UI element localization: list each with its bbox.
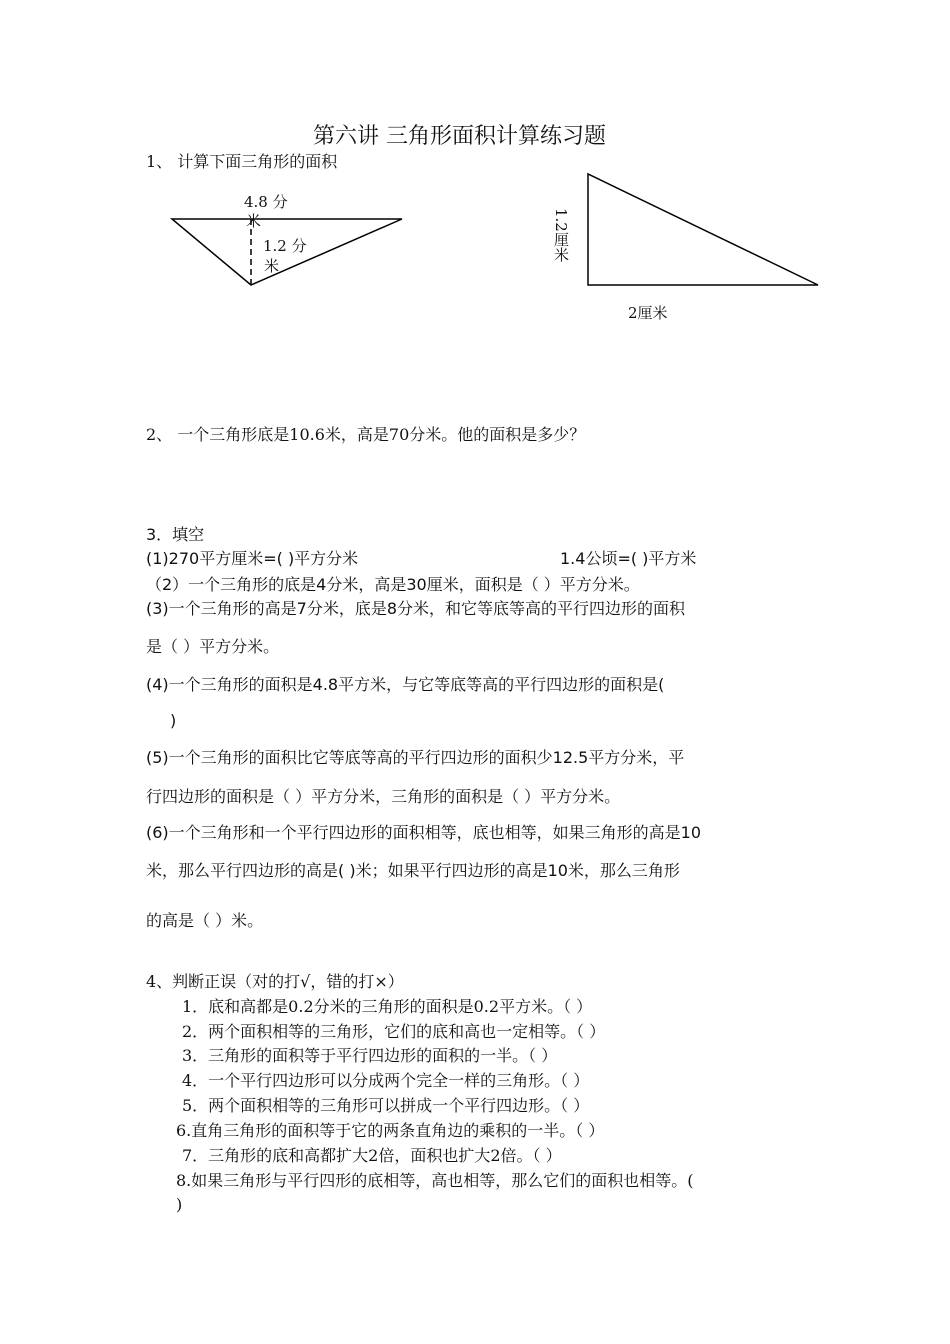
q4-item-4: 4．一个平行四边形可以分成两个完全一样的三角形。（ ） [182, 1071, 590, 1090]
q4-item-2: 2．两个面积相等的三角形，它们的底和高也一定相等。（ ） [182, 1022, 606, 1041]
q4-item-8: 8.如果三角形与平行四形的底相等，高也相等，那么它们的面积也相等。( [176, 1171, 694, 1190]
q4-item-3: 3．三角形的面积等于平行四边形的面积的一半。（ ） [182, 1046, 558, 1065]
fig1-height-unit: 米 [264, 257, 280, 275]
fig2-height-label: 1.2厘米 [552, 208, 570, 262]
q3-line-1a: (1)270平方厘米=( )平方分米 [146, 549, 359, 568]
q3-line-6b: 米，那么平行四边形的高是( )米；如果平行四边形的高是10米，那么三角形 [146, 861, 680, 880]
q2-text: 2、 一个三角形底是10.6米，高是70分米。他的面积是多少？ [146, 425, 586, 444]
fig2-base-label: 2厘米 [628, 304, 668, 322]
q3-line-2: （2）一个三角形的底是4分米，高是30厘米，面积是（ ）平方分米。 [146, 575, 640, 594]
q3-line-6c: 的高是（ ）米。 [146, 911, 264, 930]
q3-line-4b: ) [170, 711, 177, 730]
q4-item-5: 5．两个面积相等的三角形可以拼成一个平行四边形。（ ） [182, 1096, 590, 1115]
q3-line-1b: 1.4公顷=( )平方米 [560, 549, 697, 568]
q4-heading: 4、判断正误（对的打√，错的打×） [146, 972, 404, 991]
q4-item-6: 6.直角三角形的面积等于它的两条直角边的乘积的一半。（ ） [176, 1121, 605, 1140]
q4-item-1: 1．底和高都是0.2分米的三角形的面积是0.2平方米。（ ） [182, 997, 593, 1016]
fig1-base-label: 4.8 分 [244, 193, 288, 211]
q4-item-8-tail: ) [176, 1195, 183, 1214]
fig1-height-label: 1.2 分 [263, 237, 307, 255]
q3-line-5a: (5)一个三角形的面积比它等底等高的平行四边形的面积少12.5平方分米，平 [146, 748, 685, 767]
q3-line-3a: (3)一个三角形的高是7分米，底是8分米，和它等底等高的平行四边形的面积 [146, 599, 686, 618]
q1-heading: 1、 计算下面三角形的面积 [146, 152, 338, 171]
q3-line-4a: (4)一个三角形的面积是4.8平方米，与它等底等高的平行四边形的面积是( [146, 675, 665, 694]
fig1-base-unit: 米 [246, 212, 262, 230]
triangle-figure-2 [588, 174, 818, 285]
q3-heading: 3．填空 [146, 525, 205, 544]
q3-line-3b: 是（ ）平方分米。 [146, 637, 280, 656]
q3-line-6a: (6)一个三角形和一个平行四边形的面积相等，底也相等，如果三角形的高是10 [146, 823, 702, 842]
q4-item-7: 7．三角形的底和高都扩大2倍，面积也扩大2倍。（ ） [182, 1146, 562, 1165]
page-title: 第六讲 三角形面积计算练习题 [313, 124, 606, 149]
q3-line-5b: 行四边形的面积是（ ）平方分米，三角形的面积是（ ）平方分米。 [146, 787, 621, 806]
